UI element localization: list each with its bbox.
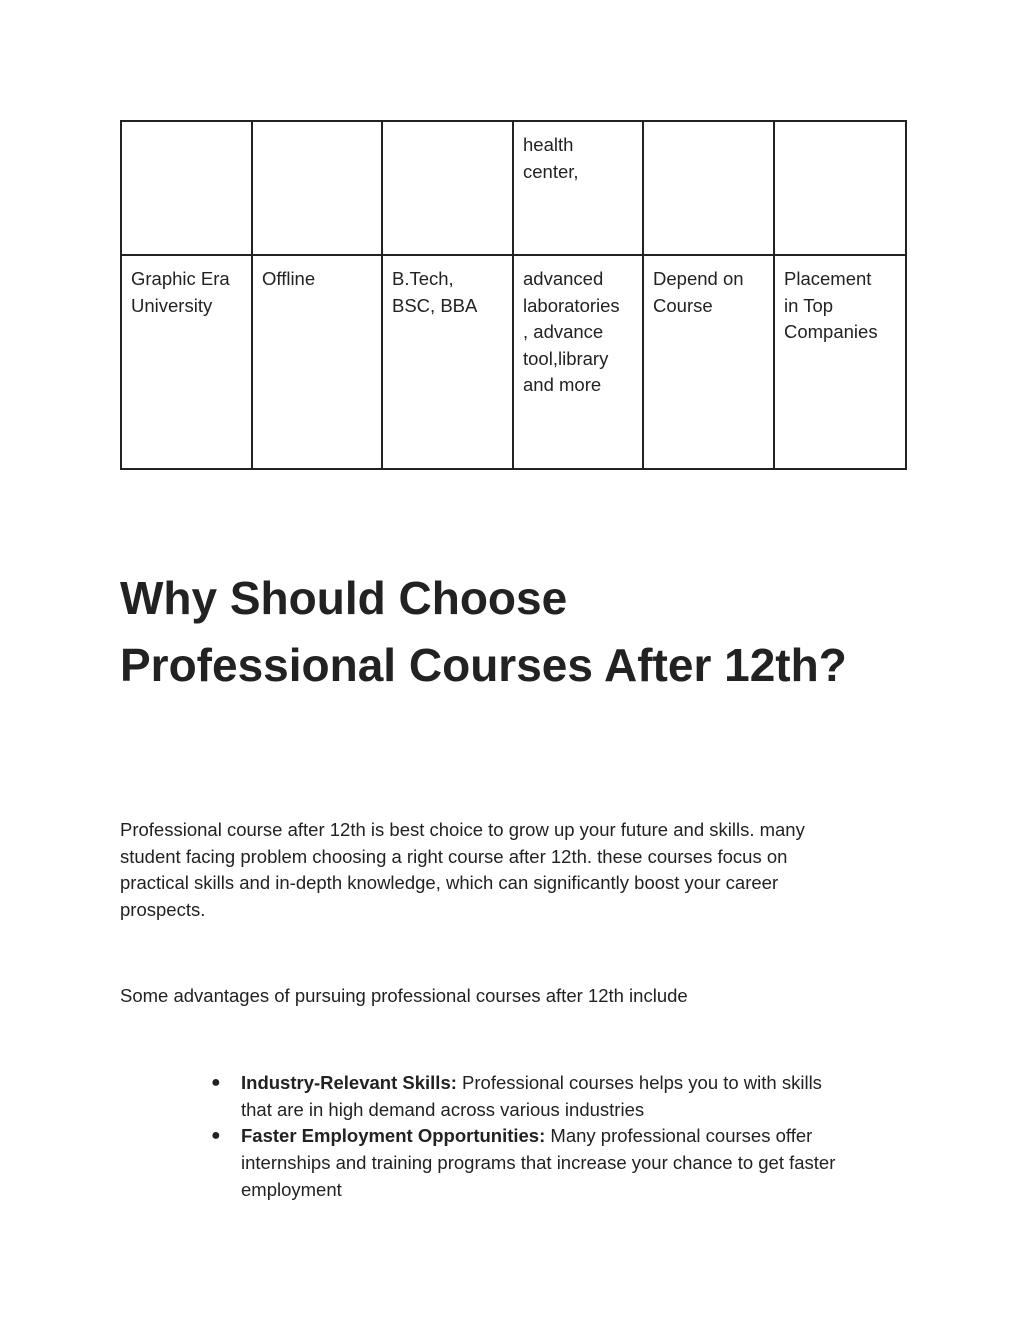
cell-text: health xyxy=(523,134,574,155)
bullet-line: that are in high demand across various industries xyxy=(241,1098,645,1120)
cell-text: Course xyxy=(653,294,713,316)
table-cell xyxy=(643,121,774,255)
section-heading xyxy=(120,565,960,699)
cell-text: center, xyxy=(523,160,579,182)
bullet-text: Many professional courses offer xyxy=(545,1125,813,1147)
cell-text: advanced xyxy=(523,268,604,289)
table-cell-placement xyxy=(774,255,906,469)
cell-text: Placement xyxy=(784,268,872,289)
cell-text: tool,library xyxy=(523,347,609,369)
table-cell-facilities xyxy=(513,255,643,469)
paragraph-line: prospects. xyxy=(120,899,206,921)
paragraph-line: student facing problem choosing a right course after 12th. these courses focus on xyxy=(120,845,788,867)
bullet-term: Faster Employment Opportunities: xyxy=(241,1125,546,1147)
paragraph-line: Professional course after 12th is best choice to grow up your future and skills. many xyxy=(120,819,805,840)
heading-line: Why Should Choose xyxy=(120,572,568,624)
advantages-list xyxy=(0,1070,1024,1204)
cell-text: BSC, BBA xyxy=(392,294,478,316)
table-cell-university xyxy=(121,255,252,469)
bullet-line: internships and training programs that increase your chance to get faster xyxy=(241,1152,836,1174)
cell-text: , advance xyxy=(523,321,604,342)
table-cell xyxy=(513,121,643,255)
bullet-text: Professional courses helps you to with skills xyxy=(456,1072,822,1093)
cell-text: in Top xyxy=(784,294,834,316)
bullet-line xyxy=(241,1070,1024,1097)
heading-line: Professional Courses After 12th? xyxy=(120,639,847,691)
cell-text: Depend on xyxy=(653,268,744,289)
table-cell xyxy=(774,121,906,255)
table-cell xyxy=(252,121,382,255)
advantages-intro-paragraph: Some advantages of pursuing professional courses after 12th include xyxy=(120,985,688,1006)
list-item xyxy=(0,1070,1024,1123)
paragraph-line: practical skills and in-depth knowledge, which can significantly boost your career xyxy=(120,872,779,894)
bullet-line xyxy=(241,1123,1024,1150)
table-row xyxy=(121,121,906,255)
cell-text: B.Tech, xyxy=(392,268,454,289)
bullet-term: Industry-Relevant Skills: xyxy=(241,1072,457,1093)
bullet-icon: ● xyxy=(211,1127,221,1145)
cell-text: Graphic Era xyxy=(131,268,230,289)
table-cell-courses xyxy=(382,255,513,469)
table-cell-mode xyxy=(252,255,382,469)
table-row xyxy=(121,255,906,469)
bullet-line: employment xyxy=(241,1178,342,1200)
table-cell-fees xyxy=(643,255,774,469)
cell-text: Companies xyxy=(784,321,878,342)
cell-text: University xyxy=(131,294,213,316)
table-cell xyxy=(382,121,513,255)
intro-paragraph xyxy=(120,817,910,924)
bullet-icon: ● xyxy=(211,1074,221,1091)
list-item xyxy=(0,1123,1024,1203)
table-cell xyxy=(121,121,252,255)
cell-text: laboratories xyxy=(523,294,620,316)
university-info-table xyxy=(120,120,907,470)
cell-text: and more xyxy=(523,374,602,395)
cell-text: Offline xyxy=(262,268,316,289)
